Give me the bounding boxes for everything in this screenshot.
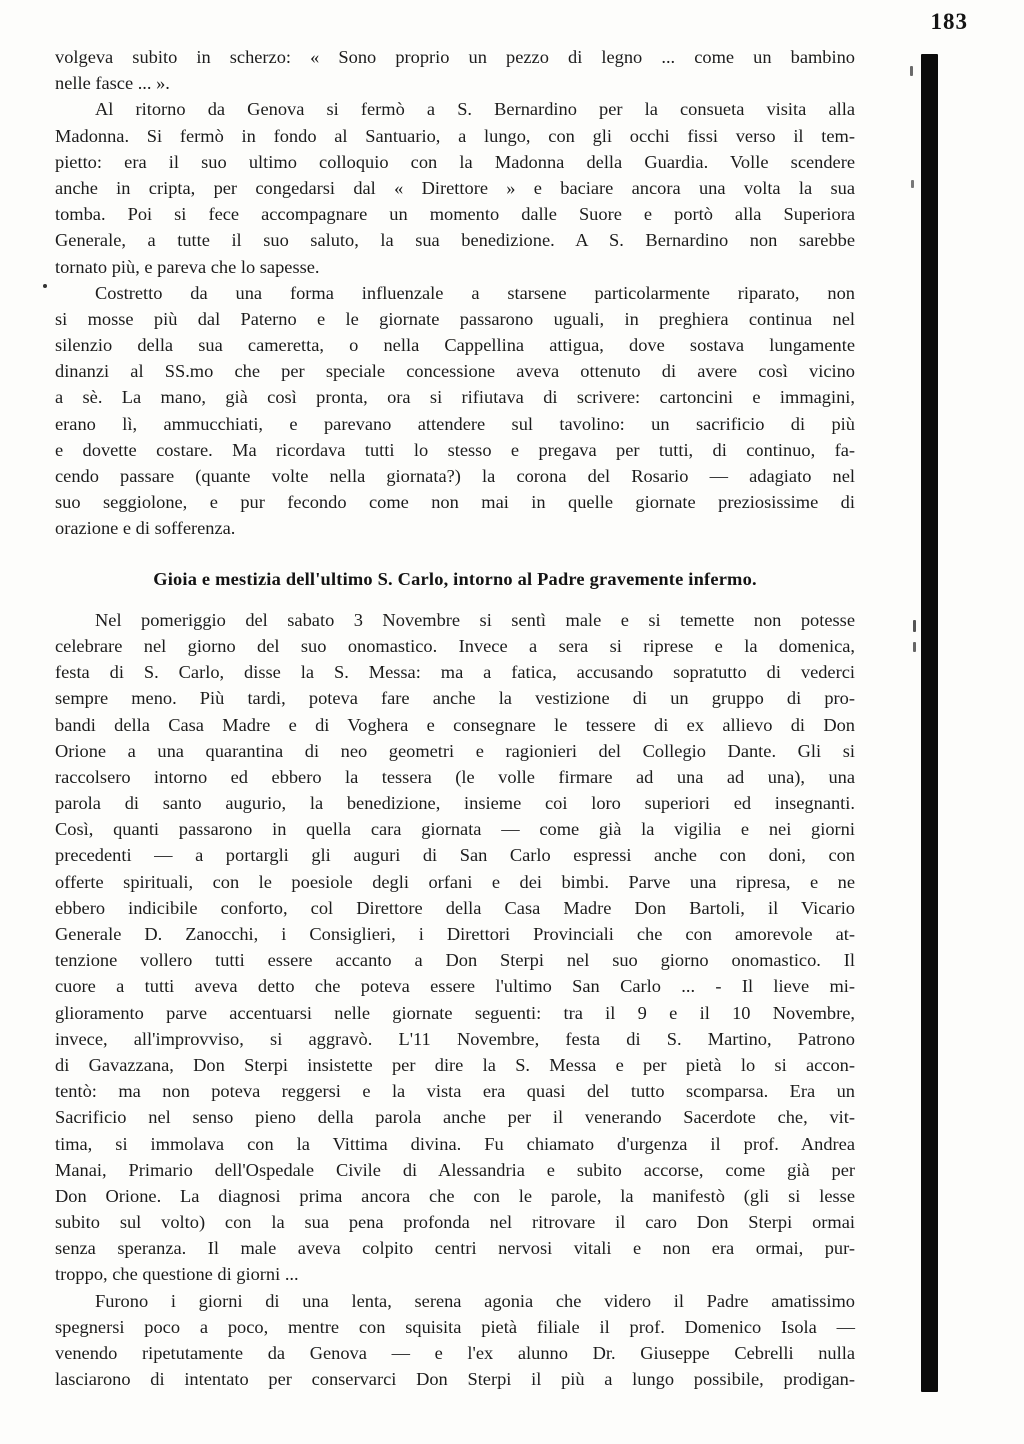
text-line: Costretto da una forma influenzale a starsene particolarmente riparato, non — [95, 282, 855, 303]
text-line: Generale, a tutte il suo saluto, la sua benedizione. A S. Bernardino non sarebbe — [55, 230, 855, 251]
text-line: Orione a una quarantina di neo geometri e ragionieri del Collegio Dante. Gli si — [55, 740, 855, 761]
text-line: senza speranza. Il male aveva colpito centri nervosi vitali e non era ormai, pur- — [55, 1238, 855, 1259]
scan-noise-speck — [910, 66, 913, 76]
paragraph — [55, 96, 855, 279]
text-line: glioramento parve accentuarsi nelle giornate seguenti: tra il 9 e il 10 Novembre, — [55, 1002, 855, 1023]
text-line: Generale D. Zanocchi, i Consiglieri, i Direttori Provinciali che con amorevole at- — [55, 924, 855, 945]
text-line: bandi della Casa Madre e di Voghera e consegnare le tessere di ex allievo di Don — [55, 714, 855, 735]
text-line: parola di santo augurio, la benedizione, insieme coi loro superiori ed insegnanti. — [55, 793, 855, 814]
text-line: raccolsero intorno ed ebbero la tessera (le volle firmare ad una ad una), una — [55, 766, 855, 787]
text-line: offerte spirituali, con le poesiole degli orfani e dei bimbi. Parve una ripresa, e ne — [55, 871, 855, 892]
paragraph — [55, 607, 855, 1288]
text-line: di Gavazzana, Don Sterpi insistette per dire la S. Messa e per pietà lo si accon- — [55, 1054, 855, 1075]
text-line: sempre meno. Più tardi, poteva fare anche la vestizione di un gruppo di pro- — [55, 688, 855, 709]
text-line: Nel pomeriggio del sabato 3 Novembre si sentì male e si temette non potesse — [95, 609, 855, 630]
text-line: celebrare nel giorno del suo onomastico. Invece a sera si riprese e la domenica, — [55, 635, 855, 656]
text-line: Sacrificio nel senso pieno della parola anche per il venerando Sacerdote che, vit- — [55, 1107, 855, 1128]
text-line: Al ritorno da Genova si fermò a S. Bernardino per la consueta visita alla — [95, 99, 855, 120]
text-line: subito sul volto) con la sua pena profonda nel ritrovare il caro Don Sterpi ormai — [55, 1212, 855, 1233]
scan-edge-artifact-bar — [921, 54, 938, 1392]
text-line: nelle fasce ... ». — [55, 73, 170, 94]
text-line: a sè. La mano, già così pronta, ora si rifiutava di scrivere: cartoncini e immagini, — [55, 387, 855, 408]
text-line: si mosse più dal Paterno e le giornate passarono uguali, in preghiera continua nel — [55, 308, 855, 329]
paragraph — [55, 280, 855, 542]
text-line: suo seggiolone, e pur fecondo come non mai in quelle giornate preziosissime di — [55, 492, 855, 513]
text-line: anche in cripta, per congedarsi dal « Direttore » e baciare ancora una volta la sua — [55, 177, 855, 198]
text-line: tenzione vollero tutti essere accanto a Don Sterpi nel suo giorno onomastico. Il — [55, 950, 855, 971]
section-heading: Gioia e mestizia dell'ultimo S. Carlo, intorno al Padre gravemente infermo. — [153, 568, 757, 589]
text-line: pietto: era il suo ultimo colloquio con la Madonna della Guardia. Volle scendere — [55, 151, 855, 172]
text-line: invece, all'improvviso, si aggravò. L'11 Novembre, festa di S. Martino, Patrono — [55, 1028, 855, 1049]
text-line: spegnersi poco a poco, mentre con squisita pietà filiale il prof. Domenico Isola — — [55, 1316, 855, 1337]
text-line: Don Orione. La diagnosi prima ancora che con le parole, la manifestò (gli si lesse — [55, 1185, 855, 1206]
text-line: precedenti — a portargli gli auguri di San Carlo espressi anche con doni, con — [55, 845, 855, 866]
scan-noise-speck — [911, 180, 914, 188]
text-line: erano lì, ammucchiati, e parevano attendere sul tavolino: un sacrificio di più — [55, 413, 855, 434]
paragraph — [55, 44, 855, 96]
scan-noise-speck — [913, 642, 916, 652]
text-line: e dovette costare. Ma ricordava tutti lo stesso e pregava per tutti, di continuo, fa- — [55, 439, 855, 460]
text-line: Madonna. Si fermò in fondo al Santuario, a lungo, con gli occhi fissi verso il tem- — [55, 125, 855, 146]
text-line: tomba. Poi si fece accompagnare un momento dalle Suore e portò alla Superiora — [55, 204, 855, 225]
text-line: cuore a tutti aveva detto che poteva essere l'ultimo San Carlo ... - Il lieve mi- — [55, 976, 855, 997]
scan-noise-speck — [913, 620, 916, 632]
text-line: Furono i giorni di una lenta, serena agonia che videro il Padre amatissimo — [95, 1290, 855, 1311]
text-line: cendo passare (quante volte nella giornata?) la corona del Rosario — adagiato nel — [55, 466, 855, 486]
text-line: orazione e di sofferenza. — [55, 518, 236, 539]
text-line: silenzio della sua cameretta, o nella Cappellina attigua, dove sostava lungamente — [55, 335, 855, 356]
text-line: ebbero indicibile conforto, col Direttore della Casa Madre Don Bartoli, il Vicario — [55, 897, 855, 918]
text-line: tornato più, e pareva che lo sapesse. — [55, 256, 320, 277]
text-line: Manai, Primario dell'Ospedale Civile di Alessandria e subito accorse, come già per — [55, 1159, 855, 1180]
page-text-column — [55, 44, 855, 1392]
text-line: troppo, che questione di giorni ... — [55, 1264, 299, 1285]
paragraph — [55, 1288, 855, 1393]
text-line: tentò: ma non poteva reggersi e la vista era quasi del tutto scomparsa. Era un — [55, 1081, 855, 1102]
text-line: venendo ripetutamente da Genova — e l'ex alunno Dr. Giuseppe Cebrelli nulla — [55, 1343, 855, 1364]
text-line: Così, quanti passarono in quella cara giornata — come già la vigilia e nei giorni — [55, 819, 855, 840]
page-number: 183 — [930, 9, 968, 34]
text-line: volgeva subito in scherzo: « Sono proprio un pezzo di legno ... come un bambino — [55, 47, 855, 67]
scan-noise-speck — [43, 284, 47, 288]
text-line: tima, si immolava con la Vittima divina. Fu chiamato d'urgenza il prof. Andrea — [55, 1133, 855, 1154]
text-line: dinanzi al SS.mo che per speciale concessione aveva ottenuto di avere così vicino — [55, 361, 855, 382]
text-line: lasciarono di intentato per conservarci Don Sterpi il più a lungo possibile, prodigan- — [55, 1369, 855, 1390]
text-line: festa di S. Carlo, disse la S. Messa: ma a fatica, accusando sopratutto di vederci — [55, 662, 855, 683]
